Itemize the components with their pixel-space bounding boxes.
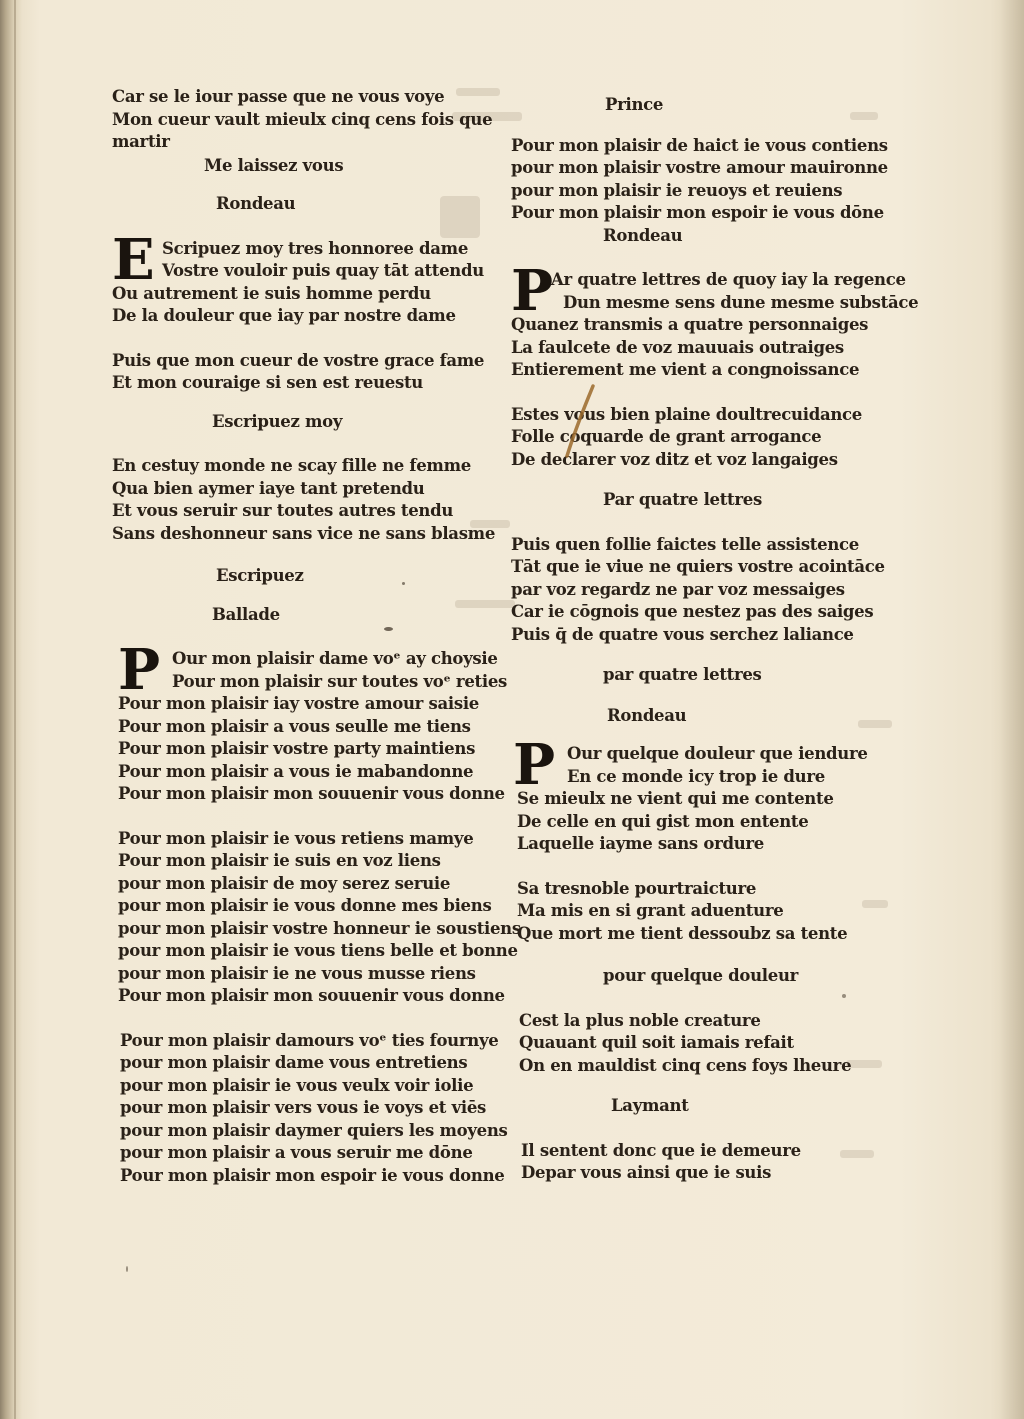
- verse-line: De celle en qui gist mon entente: [517, 811, 809, 831]
- verse-line: Qua bien aymer iaye tant pretendu: [112, 478, 425, 498]
- page-gutter-shadow: [0, 0, 22, 1419]
- verse-line: Pour mon plaisir a vous seulle me tiens: [118, 716, 471, 736]
- verse-line: La faulcete de voz mauuais outraiges: [511, 337, 844, 357]
- refrain: par quatre lettres: [603, 665, 762, 684]
- verse-line: Sa tresnoble pourtraicture: [517, 878, 757, 898]
- verse-line: Depar vous ainsi que ie suis: [521, 1163, 772, 1182]
- drop-cap-initial: E: [112, 226, 155, 293]
- verse-line: On en mauldist cinq cens foys lheure: [519, 1055, 852, 1075]
- verse-line: par voz regardz ne par voz messaiges: [511, 579, 845, 599]
- verse-line: Pour mon plaisir vostre party maintiens: [118, 739, 476, 758]
- verse-line: pour mon plaisir ie vous veulx voir iolie: [120, 1075, 474, 1095]
- opening-lines: [112, 86, 492, 154]
- verse-line: pour mon plaisir de moy serez seruie: [118, 873, 451, 893]
- verse-line: Scripuez moy tres honnoree dame: [162, 238, 469, 258]
- verse-line: pour mon plaisir vostre honneur ie soustiens: [118, 918, 521, 938]
- verse-line: Puis que mon cueur de vostre grace fame: [112, 350, 485, 370]
- envoy: [511, 135, 901, 225]
- binding-edge: [14, 0, 16, 1419]
- refrain: Me laissez vous: [204, 155, 344, 175]
- verse-line: Ou autrement ie suis homme perdu: [112, 283, 431, 303]
- closing-lines: [511, 1140, 901, 1185]
- drop-cap-initial: P: [513, 732, 555, 798]
- section-heading-rondeau: Rondeau: [216, 194, 296, 213]
- verse-line: En cestuy monde ne scay fille ne femme: [112, 456, 471, 475]
- verse-line: Laquelle iayme sans ordure: [517, 834, 764, 853]
- verse-line: Quanez transmis a quatre personnaiges: [511, 315, 869, 334]
- verse-line: Et mon couraige si sen est reuestu: [112, 373, 424, 392]
- verse-line: Ar quatre lettres de quoy iay la regence: [551, 270, 906, 289]
- verse-line: Folle coquarde de grant arrogance: [511, 427, 822, 446]
- verse-line: pour mon plaisir ie ne vous musse riens: [118, 963, 476, 983]
- drop-cap-initial: P: [511, 258, 553, 324]
- verse-line: pour mon plaisir dame vous entretiens: [120, 1053, 468, 1072]
- rondeau-1: [112, 226, 496, 588]
- verse-line: pour mon plaisir a vous seruir me dōne: [120, 1143, 473, 1162]
- verse-line: pour mon plaisir ie vous donne mes biens: [118, 896, 492, 915]
- ink-stain: [563, 384, 597, 458]
- verse-line: Se mieulx ne vient qui me contente: [517, 789, 834, 808]
- verse-line: Quauant quil soit iamais refait: [519, 1033, 794, 1052]
- verse-line: Our quelque douleur que iendure: [567, 744, 868, 763]
- left-column: [112, 86, 521, 1187]
- verse-line: Pour mon plaisir mon espoir ie vous dōne: [511, 203, 884, 222]
- verse-line: pour mon plaisir ie reuoys et reuiens: [511, 180, 843, 200]
- refrain: Escripuez: [216, 566, 304, 585]
- section-heading-rondeau: Rondeau: [607, 705, 687, 725]
- verse-line: Cest la plus noble creature: [519, 1010, 761, 1030]
- verse-line: Puis quen follie faictes telle assistence: [511, 534, 859, 554]
- verse-line: Pour mon plaisir sur toutes voᵉ reties: [172, 671, 508, 691]
- verse-line: Sans deshonneur sans vice ne sans blasme: [112, 523, 496, 543]
- drop-cap-initial: P: [118, 637, 160, 703]
- ballade: [112, 637, 521, 1187]
- section-heading-laymant: Laymant: [611, 1096, 689, 1115]
- verse-line: pour mon plaisir daymer quiers les moyens: [120, 1120, 508, 1140]
- right-column: [511, 94, 919, 1185]
- verse-line: Pour mon plaisir a vous ie mabandonne: [118, 761, 474, 781]
- section-heading-ballade: Ballade: [212, 604, 280, 624]
- rondeau-2: [511, 258, 919, 687]
- page-right-edge: [1000, 0, 1024, 1419]
- verse-line: Pour mon plaisir iay vostre amour saisie: [118, 694, 479, 713]
- verse-line: En ce monde icy trop ie dure: [567, 766, 825, 786]
- verse-line: Pour mon plaisir mon espoir ie vous donne: [120, 1165, 505, 1185]
- verse-line: pour mon plaisir ie vous tiens belle et bonne: [118, 941, 518, 960]
- verse-line: Entierement me vient a congnoissance: [511, 360, 860, 379]
- verse-line: Pour mon plaisir damours voᵉ ties fournye: [120, 1030, 499, 1050]
- verse-line: Pour mon plaisir mon souuenir vous donne: [118, 784, 505, 803]
- verse-line: pour mon plaisir vostre amour mauironne: [511, 158, 888, 177]
- verse-line: De la douleur que iay par nostre dame: [112, 306, 456, 325]
- section-heading-prince: Prince: [605, 95, 664, 114]
- verse-line: pour mon plaisir vers vous ie voys et viēs: [120, 1098, 487, 1117]
- verse-line: Que mort me tient dessoubz sa tente: [517, 923, 848, 943]
- verse-line: Et vous seruir sur toutes autres tendu: [112, 501, 454, 520]
- refrain: Escripuez moy: [212, 411, 343, 431]
- verse-line: Pour mon plaisir de haict ie vous contiens: [511, 135, 888, 155]
- refrain: pour quelque douleur: [603, 966, 799, 985]
- verse-line: Car ie cōgnois que nestez pas des saiges: [511, 602, 874, 621]
- verse-line: Pour mon plaisir mon souuenir vous donne: [118, 986, 505, 1005]
- refrain: Par quatre lettres: [603, 490, 762, 509]
- verse-line: Tāt que ie viue ne quiers vostre acointāce: [511, 557, 885, 576]
- verse-line: Dun mesme sens dune mesme substāce: [563, 292, 919, 312]
- verse-line: Car se le iour passe que ne vous voye: [112, 87, 445, 106]
- verse-line: Mon cueur vault mieulx cinq cens fois que: [112, 109, 493, 129]
- rondeau-3: [511, 732, 901, 1077]
- verse-line: Pour mon plaisir ie vous retiens mamye: [118, 828, 474, 848]
- verse-line: Ma mis en si grant aduenture: [517, 901, 784, 920]
- verse-line: Vostre vouloir puis quay tāt attendu: [162, 261, 484, 280]
- verse-line: martir: [112, 132, 170, 151]
- verse-line: De declarer voz ditz et voz langaiges: [511, 449, 838, 469]
- verse-line: Our mon plaisir dame voᵉ ay choysie: [172, 649, 498, 668]
- section-heading-rondeau: Rondeau: [603, 225, 683, 245]
- verse-line: Il sentent donc que ie demeure: [521, 1140, 801, 1160]
- verse-line: Pour mon plaisir ie suis en voz liens: [118, 851, 441, 870]
- verse-line: Puis q̄ de quatre vous serchez laliance: [511, 624, 854, 644]
- verse-line: Estes vous bien plaine doultrecuidance: [511, 404, 862, 424]
